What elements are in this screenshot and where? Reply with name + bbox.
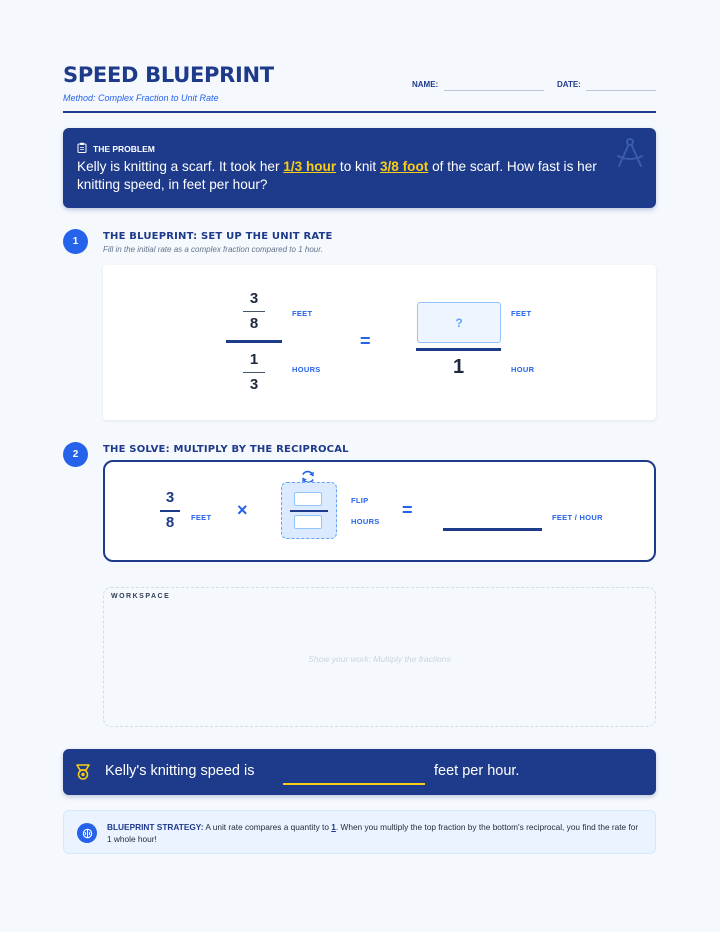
- answer-suffix: feet per hour.: [434, 763, 520, 779]
- bottom-numerator: 1: [249, 351, 259, 368]
- result-unit: FEET / HOUR: [552, 513, 603, 522]
- solve-denominator: 8: [165, 514, 175, 531]
- page-title: SPEED BLUEPRINT: [63, 63, 274, 87]
- unknown-numerator-box[interactable]: ?: [417, 302, 501, 343]
- problem-highlight-length: 3/8 foot: [379, 159, 429, 174]
- name-field[interactable]: [444, 90, 544, 91]
- complex-fraction-bar: [226, 340, 282, 343]
- answer-banner: [63, 749, 656, 795]
- reciprocal-numerator-input[interactable]: [294, 492, 322, 506]
- unit-feet: FEET: [292, 309, 313, 318]
- problem-label-row: [77, 142, 155, 155]
- unit-hours: HOURS: [292, 365, 321, 374]
- unit-rate-denominator: 1: [452, 356, 465, 378]
- bottom-denominator: 3: [249, 376, 259, 393]
- equals-sign: =: [360, 331, 371, 351]
- workspace-label: WORKSPACE: [111, 593, 171, 600]
- date-label: DATE:: [557, 80, 581, 89]
- step-1-badge: 1: [63, 229, 88, 254]
- reciprocal-denominator-input[interactable]: [294, 515, 322, 529]
- brain-icon: [77, 823, 97, 843]
- bottom-fraction-bar: [243, 372, 265, 373]
- solve-card: [103, 460, 656, 562]
- problem-text: Kelly is knitting a scarf. It took her 1/3 hour to knit 3/8 foot of the scarf. How fast is her knitting speed, in feet per hour?: [77, 159, 597, 192]
- solve-numerator: 3: [165, 489, 175, 506]
- unit-rate-bar: [416, 348, 501, 351]
- name-label: NAME:: [412, 80, 439, 89]
- result-answer-line[interactable]: [443, 528, 542, 531]
- top-fraction-bar: [243, 311, 265, 312]
- medal-icon: [74, 763, 92, 786]
- hours-label: HOURS: [351, 517, 380, 526]
- problem-card: [63, 128, 656, 208]
- problem-label: THE PROBLEM: [93, 143, 155, 154]
- step-1-title: THE BLUEPRINT: SET UP THE UNIT RATE: [103, 231, 333, 242]
- date-field[interactable]: [586, 90, 656, 91]
- top-denominator: 8: [249, 315, 259, 332]
- reciprocal-box[interactable]: [281, 482, 337, 539]
- times-sign: ×: [237, 500, 248, 520]
- step-2-badge: 2: [63, 442, 88, 467]
- header-divider: [63, 111, 656, 113]
- blueprint-card: [103, 265, 656, 420]
- clipboard-icon: [77, 142, 87, 155]
- solve-unit-feet: FEET: [191, 513, 212, 522]
- strategy-note: [63, 810, 656, 854]
- step-2-title: THE SOLVE: MULTIPLY BY THE RECIPROCAL: [103, 444, 349, 455]
- solve-fraction-bar: [160, 510, 180, 512]
- problem-highlight-time: 1/3 hour: [283, 159, 337, 174]
- step-1-subtitle: Fill in the initial rate as a complex fraction compared to 1 hour.: [103, 245, 323, 254]
- compass-icon: [614, 136, 646, 175]
- strategy-text: BLUEPRINT STRATEGY: A unit rate compares a quantity to 1. When you multiply the top fraction by the bottom's reciprocal, you find the rate for 1 whole hour!: [107, 822, 639, 844]
- answer-prefix: Kelly's knitting speed is: [105, 763, 255, 779]
- unit-hour-right: HOUR: [511, 365, 535, 374]
- workspace-area[interactable]: [103, 587, 656, 727]
- flip-label: FLIP: [351, 496, 369, 505]
- page-subtitle: Method: Complex Fraction to Unit Rate: [63, 93, 219, 103]
- unit-feet-right: FEET: [511, 309, 532, 318]
- solve-equals-sign: =: [402, 500, 413, 520]
- answer-blank[interactable]: [283, 783, 425, 785]
- workspace-hint: Show your work: Multiply the fractions: [308, 654, 451, 664]
- reciprocal-fraction-bar: [290, 510, 328, 512]
- top-numerator: 3: [249, 290, 259, 307]
